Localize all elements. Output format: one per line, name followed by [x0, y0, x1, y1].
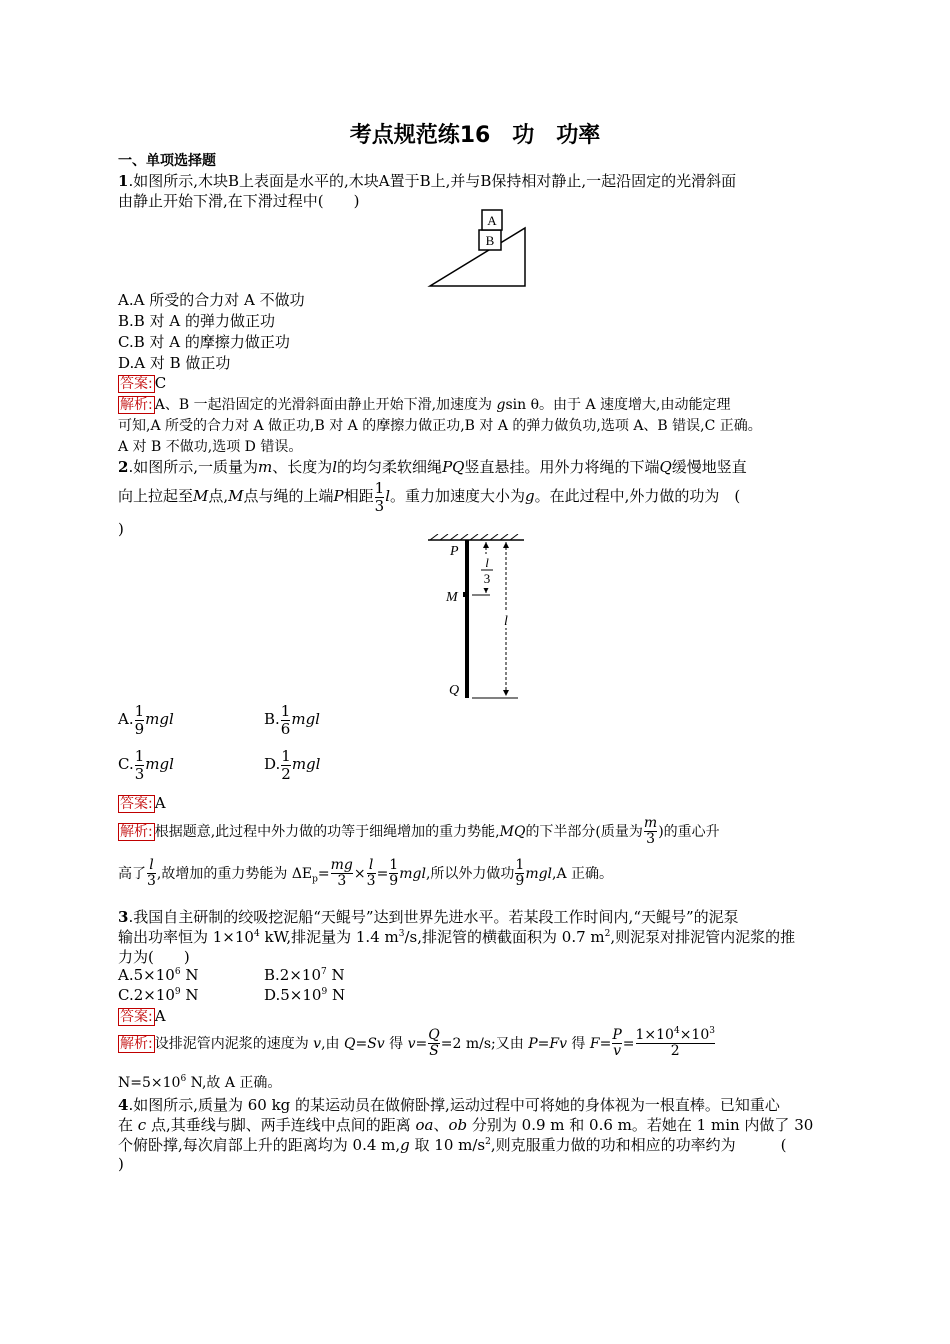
- q4-line2: 在 c 点,其垂线与脚、两手连线中点间的距离 oa、ob 分别为 0.9 m 和 0.6 m。若她在 1 min 内做了 30: [118, 1116, 814, 1134]
- q1-option-b: B.B 对 A 的弹力做正功: [118, 312, 275, 330]
- point-m-marker: [463, 592, 468, 597]
- block-a-label: A: [487, 213, 497, 228]
- label-p: P: [450, 544, 459, 559]
- label-l: l: [504, 614, 508, 629]
- q2-rope-figure: [420, 534, 530, 704]
- q3-line3: 力为( ): [118, 948, 190, 966]
- q3-option-c: $C.2\times 10^9$ N: [118, 986, 199, 1004]
- q1-analysis-line3: A 对 B 不做功,选项 D 错误。: [118, 439, 303, 455]
- q1-line1: 1.如图所示,木块B上表面是水平的,木块A置于B上,并与B保持相对静止,一起沿固定的光滑斜面: [118, 172, 737, 190]
- q3-analysis-line1: 解析: 设排泥管内泥浆的速度为 v,由 Q=Sv 得 $v=\frac{Q}{S}$ =2 m/s;又由 P=Fv 得 $F=\frac{P}{v}$ = $\frac{1\times 10^4\times 10^3}{2}$: [120, 1026, 715, 1060]
- q2-option-c: C. $\frac{1}{3}$ mgl: [118, 747, 174, 783]
- q2-answer: 答案: A: [120, 794, 166, 812]
- analysis-tag: 解析:: [120, 397, 153, 413]
- q2-option-d: D. $\frac{1}{2}$ mgl: [264, 747, 321, 783]
- label-m: M: [446, 590, 458, 605]
- incline-triangle: [430, 228, 525, 286]
- q1-answer: 答案: C: [120, 374, 167, 392]
- section-heading: 一、单项选择题: [118, 153, 216, 169]
- q3-answer: 答案: A: [120, 1007, 166, 1025]
- arrow-head: [483, 542, 489, 548]
- answer-tag: 答案:: [120, 796, 153, 812]
- label-l3-num: l: [485, 555, 489, 570]
- q3-line1: 3.我国自主研制的绞吸挖泥船“天鲲号”达到世界先进水平。若某段工作时间内,“天鲲号”的泥泵: [118, 908, 739, 926]
- q2-analysis-line2: 高了$\frac{l}{3}$ ,故增加的重力势能为 $\Delta E_p=\frac{mg}{3}$ $\times\frac{l}{3}$ = $\frac{1}{9}$ mgl,所以外力做功 $\frac{1}{9}$ mgl,A 正确。: [118, 857, 614, 890]
- q1-analysis-line2: 可知,A 所受的合力对 A 做正功,B 对 A 的摩擦力做正功,B 对 A 的弹力做负功,选项 A、B 错误,C 正确。: [118, 418, 762, 434]
- q1-line2: 由静止开始下滑,在下滑过程中( ): [118, 192, 360, 210]
- q3-option-d: $D.5\times 10^9$ N: [264, 986, 346, 1004]
- q4-line4: ): [118, 1155, 124, 1173]
- q3-option-a: $A.5\times 10^6$ N: [118, 966, 199, 984]
- q1-option-a: A.A 所受的合力对 A 不做功: [118, 291, 305, 309]
- answer-tag: 答案:: [120, 376, 153, 392]
- q1-option-d: D.A 对 B 做正功: [118, 354, 231, 372]
- analysis-tag: 解析:: [120, 1035, 153, 1052]
- q1-incline-figure: [420, 206, 530, 290]
- page-title: 考点规范练16 功 功率: [349, 123, 601, 148]
- q4-line1: 4.如图所示,质量为 60 kg 的某运动员在做俯卧撑,运动过程中可将她的身体视为一根直棒。已知重心: [118, 1096, 780, 1114]
- arrow-head: [503, 690, 509, 696]
- q2-analysis-line1: 解析: 根据题意,此过程中外力做的功等于细绳增加的重力势能,MQ的下半部分(质量为$\frac{m}{3}$ )的重心升: [120, 815, 720, 848]
- q3-analysis-line2: $N=5\times 10^6$ N,故 A 正确。: [118, 1074, 282, 1091]
- q3-line2: 输出功率恒为 $1\times 10^4$ kW,排泥量为 1.4 $m^3/s$,排泥管的横截面积为 0.7 $m^2$,则泥泵对排泥管内泥浆的推: [118, 928, 796, 946]
- q1-option-c: C.B 对 A 的摩擦力做正功: [118, 333, 290, 351]
- arrow-head: [503, 542, 509, 548]
- answer-tag: 答案:: [120, 1009, 153, 1025]
- q2-option-b: B. $\frac{1}{6}$ mgl: [264, 702, 320, 738]
- q1-analysis-line1: 解析: A、B 一起沿固定的光滑斜面由静止开始下滑,加速度为 gsin θ。由于 A 速度增大,由动能定理: [120, 397, 731, 413]
- q2-line2: 向上拉起至M点,M点与绳的上端P相距 $\frac{1}{3}$ l。重力加速度大小为g。在此过程中,外力做的功为 (: [118, 479, 741, 515]
- block-b-label: B: [485, 233, 495, 248]
- label-q: Q: [449, 683, 460, 698]
- q4-line3: 个俯卧撑,每次肩部上升的距离均为 0.4 m,g 取 10 $m/s^2$,则克服重力做的功和相应的功率约为 (: [118, 1136, 787, 1154]
- q2-option-a: A. $\frac{1}{9}$ mgl: [118, 702, 174, 738]
- label-l3-den: 3: [483, 571, 491, 586]
- ceiling-hatching: [430, 534, 518, 540]
- rope-pq: [465, 540, 469, 698]
- analysis-tag: 解析:: [120, 823, 153, 840]
- q3-option-b: $B.2\times 10^7$ N: [264, 966, 345, 984]
- q2-line1: 2.如图所示,一质量为m、长度为l的均匀柔软细绳PQ竖直悬挂。用外力将绳的下端Q缓慢地竖直: [118, 458, 747, 476]
- q2-line3: ): [118, 520, 124, 538]
